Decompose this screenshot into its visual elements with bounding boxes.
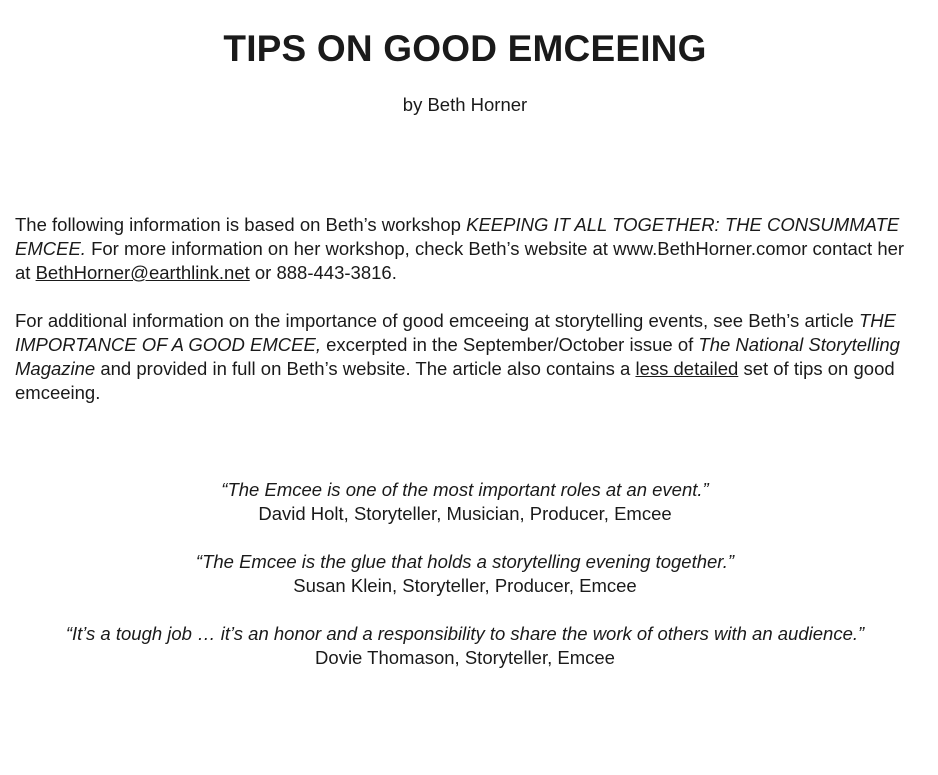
intro-end-text: or 888-443-3816. [249,262,397,283]
byline: by Beth Horner [402,94,528,115]
additional-middle-text: excerpted in the September/October issue of [320,334,699,355]
quote-text: “The Emcee is the glue that holds a storytelling evening together.” [195,551,735,572]
additional-middle2-text: and provided in full on Beth’s website. The article also contains a [95,358,636,379]
intro-text: The following information is based on Beth’s workshop [15,214,467,235]
magazine-title: The National Storytelling Magazine [15,334,900,379]
less-detailed-link[interactable]: less detailed [635,358,739,379]
intro-middle-text: For more information on her workshop, check Beth’s website at www.BethHorner.comor contact her at [15,238,905,283]
quote-text: “It’s a tough job … it’s an honor and a responsibility to share the work of others with an audience.” [65,623,865,644]
quote-block [0,622,930,670]
quote-author: David Holt, Storyteller, Musician, Producer, Emcee [258,503,672,524]
intro-paragraph [15,213,920,285]
workshop-title: KEEPING IT ALL TOGETHER: THE CONSUMMATE EMCEE. [15,214,900,259]
quote-block [0,478,930,526]
quote-block [0,550,930,598]
additional-end-text: set of tips on good emceeing. [15,358,895,403]
article-title: THE IMPORTANCE OF A GOOD EMCEE, [15,310,896,355]
quote-author: Dovie Thomason, Storyteller, Emcee [315,647,615,668]
additional-intro-text: For additional information on the importance of good emceeing at storytelling events, see Beth’s article [15,310,859,331]
email-link[interactable]: BethHorner@earthlink.net [35,262,250,283]
quote-text: “The Emcee is one of the most important roles at an event.” [221,479,709,500]
quote-author: Susan Klein, Storyteller, Producer, Emcee [293,575,637,596]
additional-info-paragraph [15,309,920,405]
page-title: TIPS ON GOOD EMCEEING [223,28,707,69]
